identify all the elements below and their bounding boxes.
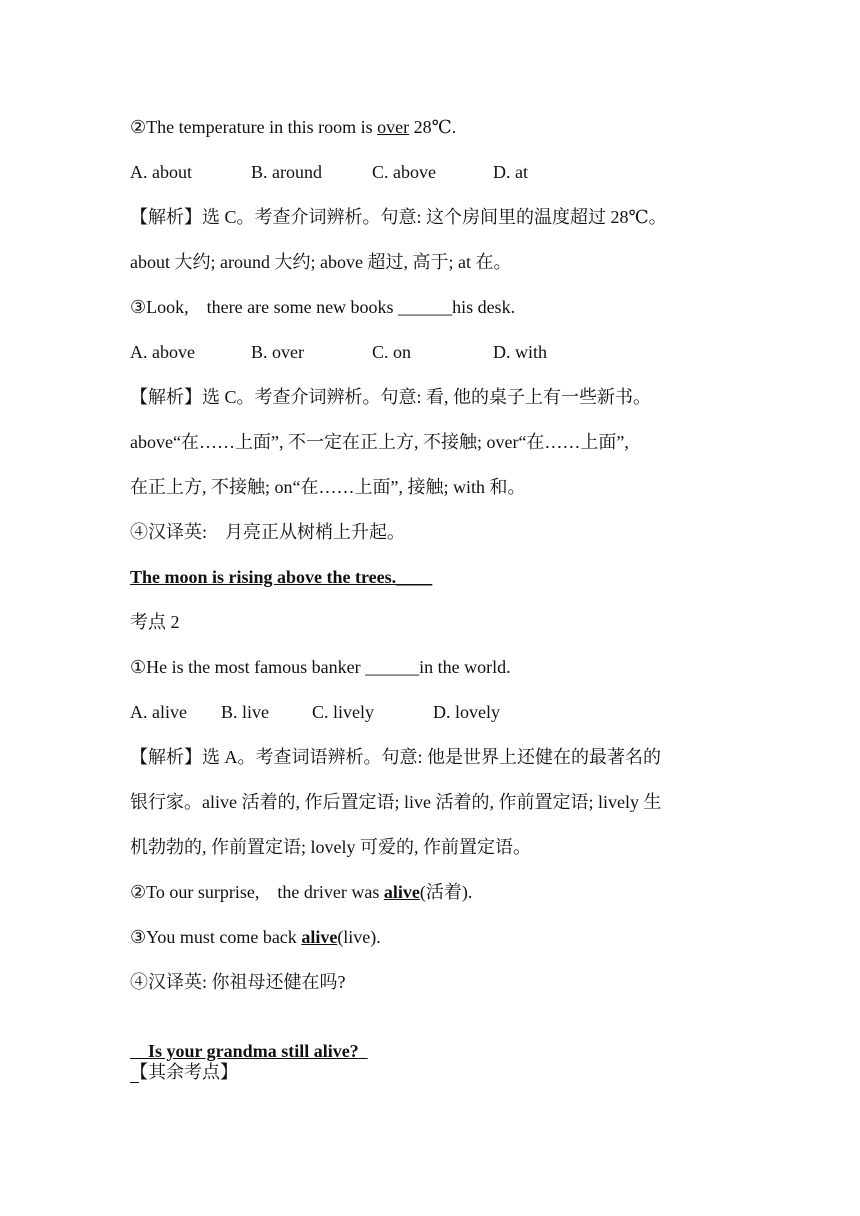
question-1-2: [130, 115, 750, 139]
answer-blank: [359, 1041, 368, 1061]
option-d: D. lovely: [433, 702, 500, 722]
question-2-2: [130, 880, 750, 904]
option-b: B. live: [221, 702, 269, 722]
section-2-title: 考点 2: [130, 612, 180, 632]
analysis-2-1-line-3: 机勃勃的, 作前置定语; lovely 可爱的, 作前置定语。: [130, 837, 531, 857]
analysis-1-2-line-2: about 大约; around 大约; above 超过, 高于; at 在。: [130, 252, 512, 272]
question-2-3: [130, 925, 750, 949]
option-b: B. over: [251, 342, 304, 362]
question-2-4: ④汉译英: 你祖母还健在吗?: [130, 972, 346, 992]
question-1-4: ④汉译英: 月亮正从树梢上升起。: [130, 522, 405, 542]
analysis-2-1-line-2: 银行家。alive 活着的, 作后置定语; live 活着的, 作前置定语; lively 生: [130, 792, 662, 812]
question-text-end: 28℃.: [409, 117, 457, 137]
option-a: A. above: [130, 342, 195, 362]
option-d: D. at: [493, 162, 528, 182]
analysis-1-3-line-3: 在正上方, 不接触; on“在……上面”, 接触; with 和。: [130, 477, 526, 497]
question-text: ②To our surprise, the driver was: [130, 882, 384, 902]
option-c: C. lively: [312, 702, 374, 722]
question-2-1: ①He is the most famous banker ______in the world.: [130, 657, 511, 677]
answer-blank: ____: [396, 567, 433, 587]
answer-word: alive: [383, 882, 420, 902]
options-1-3: [130, 340, 750, 364]
option-d: D. with: [493, 342, 547, 362]
question-text-end: (live).: [337, 927, 381, 947]
question-text-end: (活着).: [419, 882, 473, 902]
option-a: A. about: [130, 162, 192, 182]
options-2-1: [130, 700, 750, 724]
answer-text: The moon is rising above the trees.: [130, 567, 397, 587]
analysis-1-2-line-1: 【解析】选 C。考查介词辨析。句意: 这个房间里的温度超过 28℃。: [130, 207, 667, 227]
answer-text: Is your grandma still alive?: [148, 1041, 359, 1061]
options-1-2: [130, 160, 750, 184]
option-a: A. alive: [130, 702, 187, 722]
question-text: ③You must come back: [130, 927, 302, 947]
other-points-title: 【其余考点】: [130, 1062, 238, 1082]
analysis-2-1-line-1: 【解析】选 A。考查词语辨析。句意: 他是世界上还健在的最著名的: [130, 747, 661, 767]
option-c: C. above: [372, 162, 436, 182]
answer-1-4: [130, 565, 750, 589]
underlined-word: over: [377, 117, 410, 137]
question-1-3: ③Look, there are some new books ______his desk.: [130, 297, 516, 317]
option-b: B. around: [251, 162, 322, 182]
question-text: ②The temperature in this room is: [130, 117, 378, 137]
answer-word: alive: [301, 927, 338, 947]
option-c: C. on: [372, 342, 412, 362]
analysis-1-3-line-2: above“在……上面”, 不一定在正上方, 不接触; over“在……上面”,: [130, 432, 629, 452]
analysis-1-3-line-1: 【解析】选 C。考查介词辨析。句意: 看, 他的桌子上有一些新书。: [130, 387, 652, 407]
